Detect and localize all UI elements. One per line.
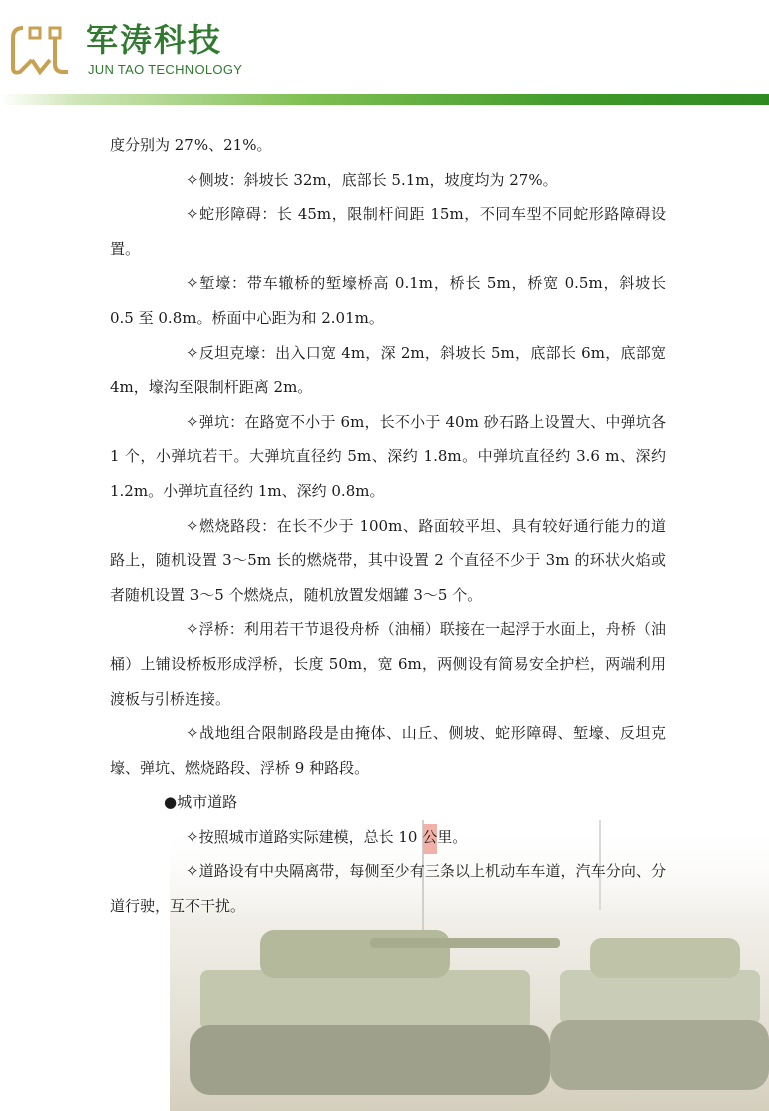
paragraph-anti-tank-ditch: ✧反坦克壕：出入口宽 4m，深 2m，斜坡长 5m，底部长 6m，底部宽 4m，壕沟至限制杆距离 2m。 [110, 343, 666, 397]
company-logo-icon [10, 24, 72, 76]
paragraph-trench: ✧堑壕：带车辙桥的堑壕桥高 0.1m，桥长 5m，桥宽 0.5m，斜坡长 0.5 至 0.8m。桥面中心距为和 2.01m。 [110, 274, 666, 327]
paragraph-city-road-lanes: ✧道路设有中央隔离带，每侧至少有三条以上机动车车道，汽车分向、分道行驶，互不干扰。 [110, 862, 666, 916]
paragraph-pontoon-bridge: ✧浮桥：利用若干节退役舟桥（油桶）联接在一起浮于水面上，舟桥（油桶）上铺设桥板形成浮桥，长度 50m，宽 6m，两侧设有简易安全护栏，两端利用渡板与引桥连接。 [110, 620, 666, 708]
header-divider-bar [0, 94, 769, 105]
paragraph-crater: ✧弹坑：在路宽不小于 6m，长不小于 40m 砂石路上设置大、中弹坑各 1 个，小弹坑若干。大弹坑直径约 5m、深约 1.8m。中弹坑直径约 3.6 m、深约 1.2m。小弹坑直径约 1m、深约 0.8m。 [110, 412, 666, 500]
paragraph-city-road-modeling: ✧按照城市道路实际建模，总长 10 公里。 [186, 827, 468, 846]
company-name-cn: 军涛科技 [86, 21, 223, 59]
paragraph-combined-section: ✧战地组合限制路段是由掩体、山丘、侧坡、蛇形障碍、堑壕、反坦克壕、弹坑、燃烧路段、浮桥 9 种路段。 [110, 724, 666, 777]
paragraph-slope-continued: 度分别为 27%、21%。 [110, 136, 272, 154]
page-header [0, 0, 769, 108]
document-body [110, 128, 666, 924]
section-heading-city-road: ●城市道路 [164, 793, 238, 812]
company-name-en: JUN TAO TECHNOLOGY [88, 62, 243, 77]
paragraph-burning-section: ✧燃烧路段：在长不少于 100m、路面较平坦、具有较好通行能力的道路上，随机设置 3～5m 长的燃烧带，其中设置 2 个直径不少于 3m 的环状火焰或者随机设置 3～5 个燃烧点，随机放置发烟罐 3～5 个。 [110, 516, 666, 604]
paragraph-serpentine-obstacle: ✧蛇形障碍：长 45m，限制杆间距 15m，不同车型不同蛇形路障碍设置。 [110, 205, 666, 258]
paragraph-side-slope: ✧侧坡：斜坡长 32m，底部长 5.1m，坡度均为 27%。 [186, 170, 558, 189]
